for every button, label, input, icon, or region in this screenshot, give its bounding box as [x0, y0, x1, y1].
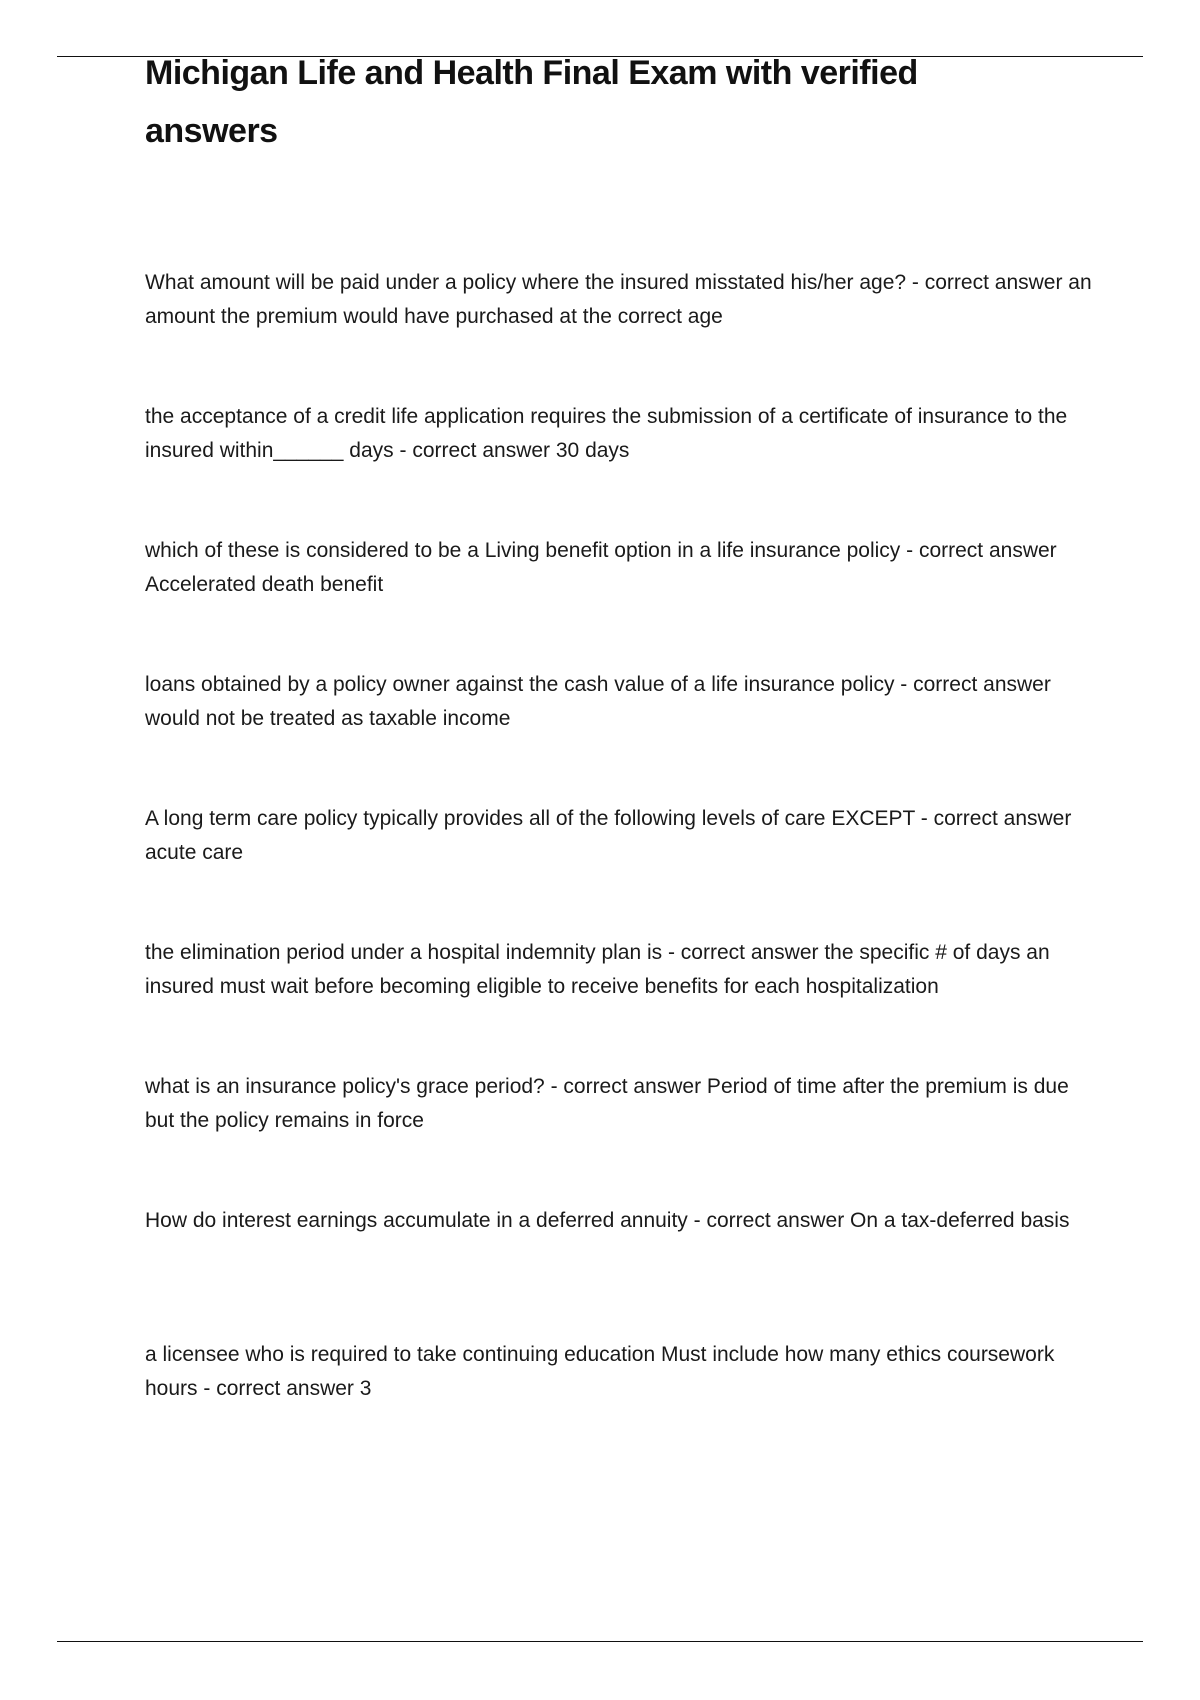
- qa-item-3: which of these is considered to be a Living benefit option in a life insurance policy - correct answer Accelerated death benefit: [145, 539, 1057, 596]
- qa-item-8: How do interest earnings accumulate in a deferred annuity - correct answer On a tax-deferred basis: [145, 1209, 1070, 1232]
- qa-item-6: the elimination period under a hospital indemnity plan is - correct answer the specific # of days an insured must wait before becoming eligible to receive benefits for each hospitalization: [145, 941, 1050, 998]
- qa-item-4: loans obtained by a policy owner against the cash value of a life insurance policy - correct answer would not be treated as taxable income: [145, 673, 1051, 730]
- qa-item-9: a licensee who is required to take continuing education Must include how many ethics coursework hours - correct answer 3: [145, 1343, 1055, 1400]
- question-answer-list: [145, 245, 1095, 1472]
- qa-item-1: What amount will be paid under a policy where the insured misstated his/her age? - correct answer an amount the premium would have purchased at the correct age: [145, 271, 1092, 328]
- document-title: Michigan Life and Health Final Exam with verified answers: [145, 54, 918, 150]
- bottom-rule: [57, 1641, 1143, 1642]
- qa-item-7: what is an insurance policy's grace period? - correct answer Period of time after the premium is due but the policy remains in force: [145, 1075, 1069, 1132]
- qa-item-5: A long term care policy typically provides all of the following levels of care EXCEPT - correct answer acute care: [145, 807, 1072, 864]
- qa-item-2: the acceptance of a credit life application requires the submission of a certificate of insurance to the insured within______ days - correct answer 30 days: [145, 405, 1068, 462]
